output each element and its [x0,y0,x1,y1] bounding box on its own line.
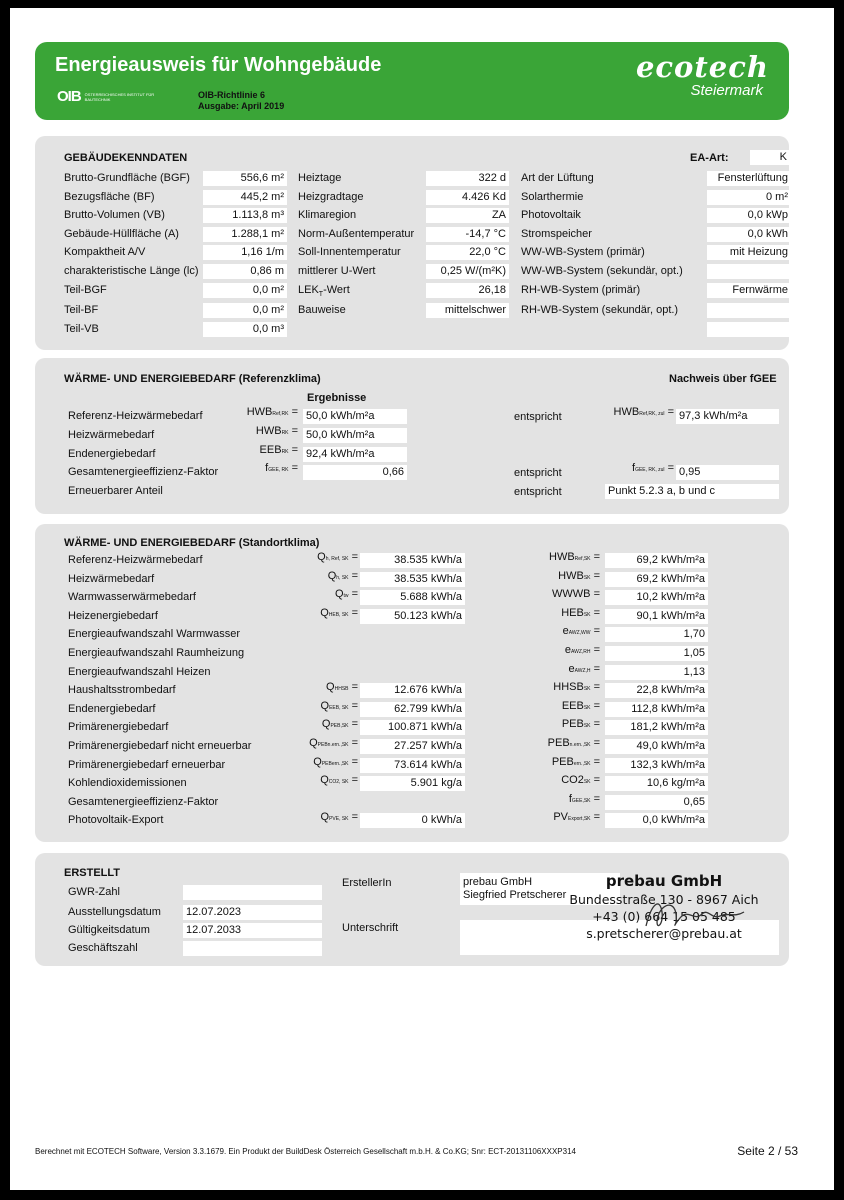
standort-value: 69,2 kWh/m²a [605,572,708,587]
kenndaten-label: Heiztage [298,172,342,184]
kenndaten-value: 0,0 m² [203,303,287,318]
kenndaten-label: mittlerer U-Wert [298,265,376,277]
unterschrift-label: Unterschrift [342,922,399,934]
standort-symbol: CO2SK = [561,774,600,787]
standort-symbol: fGEE,SK = [568,792,600,805]
standort-q-symbol: Qtw = [334,588,358,601]
kenndaten-value: 26,18 [426,283,509,298]
kenndaten-value: Fernwärme [707,283,791,298]
kenndaten-value [707,322,791,337]
standort-value: 1,70 [605,627,708,642]
standort-label: Primärenergiebedarf erneuerbar [68,758,226,771]
referenz-right-symbol: fGEE, RK, zul = [632,462,674,474]
handwritten-signature [640,892,750,938]
standort-label: Energieaufwandszahl Raumheizung [68,647,245,659]
standort-symbol: PEBern.,SK = [551,755,600,768]
kenndaten-value: 0,25 W/(m²K) [426,264,509,279]
referenz-label: Gesamtenergieeffizienz-Faktor [68,466,219,478]
standort-q-value: 38.535 kWh/a [360,572,465,587]
kenndaten-label: RH-WB-System (primär) [521,284,641,296]
standort-q-value: 100.871 kWh/a [360,720,465,735]
erstellt-label: Geschäftszahl [68,942,138,954]
kenndaten-value: 0,0 kWh [707,227,791,242]
erstellt-label: Ausstellungsdatum [68,906,161,918]
kenndaten-label: Teil-BGF [64,284,107,296]
kenndaten-label: Heizgradtage [298,191,364,203]
kenndaten-label: Teil-BF [64,304,99,316]
kenndaten-label: Bezugsfläche (BF) [64,191,155,203]
kenndaten-label: Photovoltaik [521,209,581,221]
standort-symbol: eAWZ,WW = [562,625,600,638]
standort-value: 10,6 kg/m²a [605,776,708,791]
standort-symbol: PVExport,SK = [553,811,600,824]
standort-label: Warmwasserwärmebedarf [68,591,196,604]
section-title-referenz: WÄRME- UND ENERGIEBEDARF (Referenzklima) [64,373,321,385]
standort-symbol: WWWB = [552,588,600,601]
standort-label: Heizenergiebedarf [68,609,158,622]
standort-symbol: PEBSK = [561,718,600,731]
kenndaten-value [707,303,791,318]
standort-q-value: 0 kWh/a [360,813,465,828]
standort-label: Heizwärmebedarf [68,572,155,585]
kenndaten-value: 0,86 m [203,264,287,279]
kenndaten-value: 0,0 kWp [707,208,791,223]
standort-label: Haushaltsstrombedarf [68,684,176,697]
kenndaten-label: charakteristische Länge (lc) [64,265,199,277]
kenndaten-value: 4.426 Kd [426,190,509,205]
kenndaten-label: Gebäude-Hüllfläche (A) [64,228,179,240]
header-banner [35,42,789,120]
kenndaten-label: RH-WB-System (sekundär, opt.) [521,304,679,316]
kenndaten-label: WW-WB-System (sekundär, opt.) [521,265,683,277]
standort-q-value: 5.688 kWh/a [360,590,465,605]
standort-label: Primärenergiebedarf [68,721,169,734]
kenndaten-value: 0 m² [707,190,791,205]
standort-q-symbol: QEEB, SK = [320,699,358,712]
kenndaten-value [707,264,791,279]
section-title-erstellt: ERSTELLT [64,867,121,879]
standort-label: Referenz-Heizwärmebedarf [68,554,203,566]
standort-q-symbol: QPVE, SK = [320,811,358,824]
kenndaten-value: 445,2 m² [203,190,287,205]
kenndaten-label: Brutto-Grundfläche (BGF) [64,172,190,184]
oib-subtitle: ÖSTERREICHISCHES INSTITUT FÜR BAUTECHNIK [84,91,155,102]
kenndaten-value: 322 d [426,171,509,186]
standort-q-symbol: QHHSB = [326,681,358,694]
referenz-right-symbol: HWBRef,RK, zul = [613,406,674,418]
referenz-symbol: HWBRK = [255,425,298,437]
stamp-phone: +43 (0) 664 15 05 485 [592,909,736,924]
standort-q-value: 12.676 kWh/a [360,683,465,698]
standort-q-value: 73.614 kWh/a [360,758,465,773]
kenndaten-value: Fensterlüftung [707,171,791,186]
referenz-label: Erneuerbarer Anteil [68,485,163,497]
kenndaten-label: Art der Lüftung [521,172,594,184]
standort-q-symbol: Qh, SK = [327,569,358,582]
section-title-standort: WÄRME- UND ENERGIEBEDARF (Standortklima) [64,537,320,549]
stamp-name: prebau GmbH [605,872,723,890]
referenz-symbol: EEBRK = [259,444,298,456]
standort-q-symbol: QPEBn.ern.,SK = [309,737,358,749]
kenndaten-value: 1.288,1 m² [203,227,287,242]
standort-q-symbol: Qh, Ref, SK = [317,551,358,563]
kenndaten-value: ZA [426,208,509,223]
erstellt-value: 12.07.2023 [183,905,322,920]
ergebnisse-heading: Ergebnisse [307,392,367,404]
referenz-value: 92,4 kWh/m²a [303,447,407,462]
standort-value: 10,2 kWh/m²a [605,590,708,605]
standort-value: 1,05 [605,646,708,661]
standort-q-symbol: QCO2, SK = [320,774,358,787]
referenz-right-value: 0,95 [676,465,779,480]
ersteller-person: Siegfried Pretscherer [463,889,567,901]
erstellt-value [183,885,322,900]
standort-value: 0,0 kWh/m²a [605,813,708,828]
standort-value: 22,8 kWh/m²a [605,683,708,698]
standort-value: 181,2 kWh/m²a [605,720,708,735]
nachweis-title: Nachweis über fGEE [669,373,777,385]
kenndaten-label: Kompaktheit A/V [64,246,146,258]
kenndaten-label: Norm-Außentemperatur [298,228,415,240]
standort-q-symbol: QPEB,SK = [321,718,358,731]
referenz-label: Referenz-Heizwärmebedarf [68,410,203,422]
standort-symbol: PEBn.ern.,SK = [547,737,600,749]
ecotech-logo [636,52,769,99]
referenz-label: Endenergiebedarf [68,448,156,460]
stamp-email: s.pretscherer@prebau.at [586,926,742,941]
kenndaten-label: Stromspeicher [521,228,592,240]
ersteller-name: prebau GmbH [463,876,533,888]
kenndaten-label: Klimaregion [298,209,357,221]
standort-value: 0,65 [605,795,708,810]
document-title: Energieausweis für Wohngebäude [55,54,382,76]
kenndaten-label: Soll-Innentemperatur [298,246,401,258]
standort-symbol: HEBSK = [561,606,600,619]
oib-logo-text: OIB [57,88,81,105]
referenz-right-label: entspricht [514,467,562,479]
kenndaten-label: Brutto-Volumen (VB) [64,209,165,221]
standort-value: 1,13 [605,665,708,680]
standort-symbol: HWBRef,SK = [549,551,600,563]
kenndaten-label: $LEK_T$-Wert [298,284,350,299]
erstellt-value [183,941,322,956]
stamp-address: Bundesstraße 130 - 8967 Aich [569,892,759,907]
kenndaten-value: 0,0 m² [203,283,287,298]
kenndaten-label: WW-WB-System (primär) [521,246,645,258]
standort-q-symbol: QPEBern.,SK = [313,755,358,768]
standort-symbol: eAWZ,H = [568,662,600,675]
erstellt-label: Gültigkeitsdatum [68,924,150,936]
standort-value: 49,0 kWh/m²a [605,739,708,754]
kenndaten-label: Teil-VB [64,323,99,335]
oib-logo [57,88,163,105]
standort-q-value: 38.535 kWh/a [360,553,465,568]
kenndaten-label: Solarthermie [521,191,584,203]
referenz-right-label: entspricht [514,486,562,498]
standort-label: Gesamtenergieeffizienz-Faktor [68,795,219,808]
standort-label: Energieaufwandszahl Warmwasser [68,628,240,641]
standort-q-symbol: QHEB, SK = [320,606,358,619]
referenz-right-value: Punkt 5.2.3 a, b und c [605,484,779,499]
referenz-value: 50,0 kWh/m²a [303,428,407,443]
erstellt-label: GWR-Zahl [68,886,120,898]
ea-art-value: K [750,150,790,165]
standort-label: Primärenergiebedarf nicht erneuerbar [68,740,252,752]
page-number: Seite 2 / 53 [737,1144,798,1158]
standort-symbol: HHSBSK = [553,681,600,694]
footer-text: Berechnet mit ECOTECH Software, Version 3.3.1679. Ein Produkt der BuildDesk Österreich Gesellschaft m.b.H. & Co.KG; Snr: ECT-20131106XXXP314 [35,1147,576,1156]
kenndaten-value: mittelschwer [426,303,509,318]
erstellt-value: 12.07.2033 [183,923,322,938]
referenz-value: 50,0 kWh/m²a [303,409,407,424]
standort-q-value: 50.123 kWh/a [360,609,465,624]
panel-gebaeudekenndaten [35,136,789,350]
referenz-value: 0,66 [303,465,407,480]
kenndaten-value: 0,0 m³ [203,322,287,337]
standort-symbol: eAWZ,RH = [564,644,600,656]
guideline-info [198,90,284,112]
standort-value: 112,8 kWh/m²a [605,702,708,717]
kenndaten-value: mit Heizung [707,245,791,260]
brand-region: Steiermark [690,82,763,99]
guideline: OIB-Richtlinie 6 [198,90,266,100]
kenndaten-value: 556,6 m² [203,171,287,186]
standort-value: 69,2 kWh/m²a [605,553,708,568]
kenndaten-value: -14,7 °C [426,227,509,242]
referenz-right-label: entspricht [514,411,562,423]
standort-q-value: 62.799 kWh/a [360,702,465,717]
standort-symbol: HWBSK = [558,569,600,582]
section-title-gebaeude: GEBÄUDEKENNDATEN [64,152,188,164]
standort-symbol: EEBSK = [561,699,600,712]
brand-name: ecotech [635,50,769,84]
standort-q-value: 27.257 kWh/a [360,739,465,754]
kenndaten-value: 22,0 °C [426,245,509,260]
ea-art-label: EA-Art: [690,152,729,164]
standort-value: 90,1 kWh/m²a [605,609,708,624]
edition: Ausgabe: April 2019 [198,101,285,111]
standort-label: Kohlendioxidemissionen [68,777,187,790]
standort-label: Photovoltaik-Export [68,814,164,827]
standort-label: Energieaufwandszahl Heizen [68,665,211,678]
ersteller-label: ErstellerIn [342,877,392,889]
kenndaten-label: Bauweise [298,304,346,316]
referenz-symbol: fGEE, RK = [265,462,298,474]
standort-label: Endenergiebedarf [68,702,156,715]
referenz-right-value: 97,3 kWh/m²a [676,409,779,424]
standort-value: 132,3 kWh/m²a [605,758,708,773]
standort-q-value: 5.901 kg/a [360,776,465,791]
referenz-label: Heizwärmebedarf [68,429,155,441]
referenz-symbol: HWBRef,RK = [246,406,298,418]
kenndaten-value: 1.113,8 m³ [203,208,287,223]
kenndaten-value: 1,16 1/m [203,245,287,260]
